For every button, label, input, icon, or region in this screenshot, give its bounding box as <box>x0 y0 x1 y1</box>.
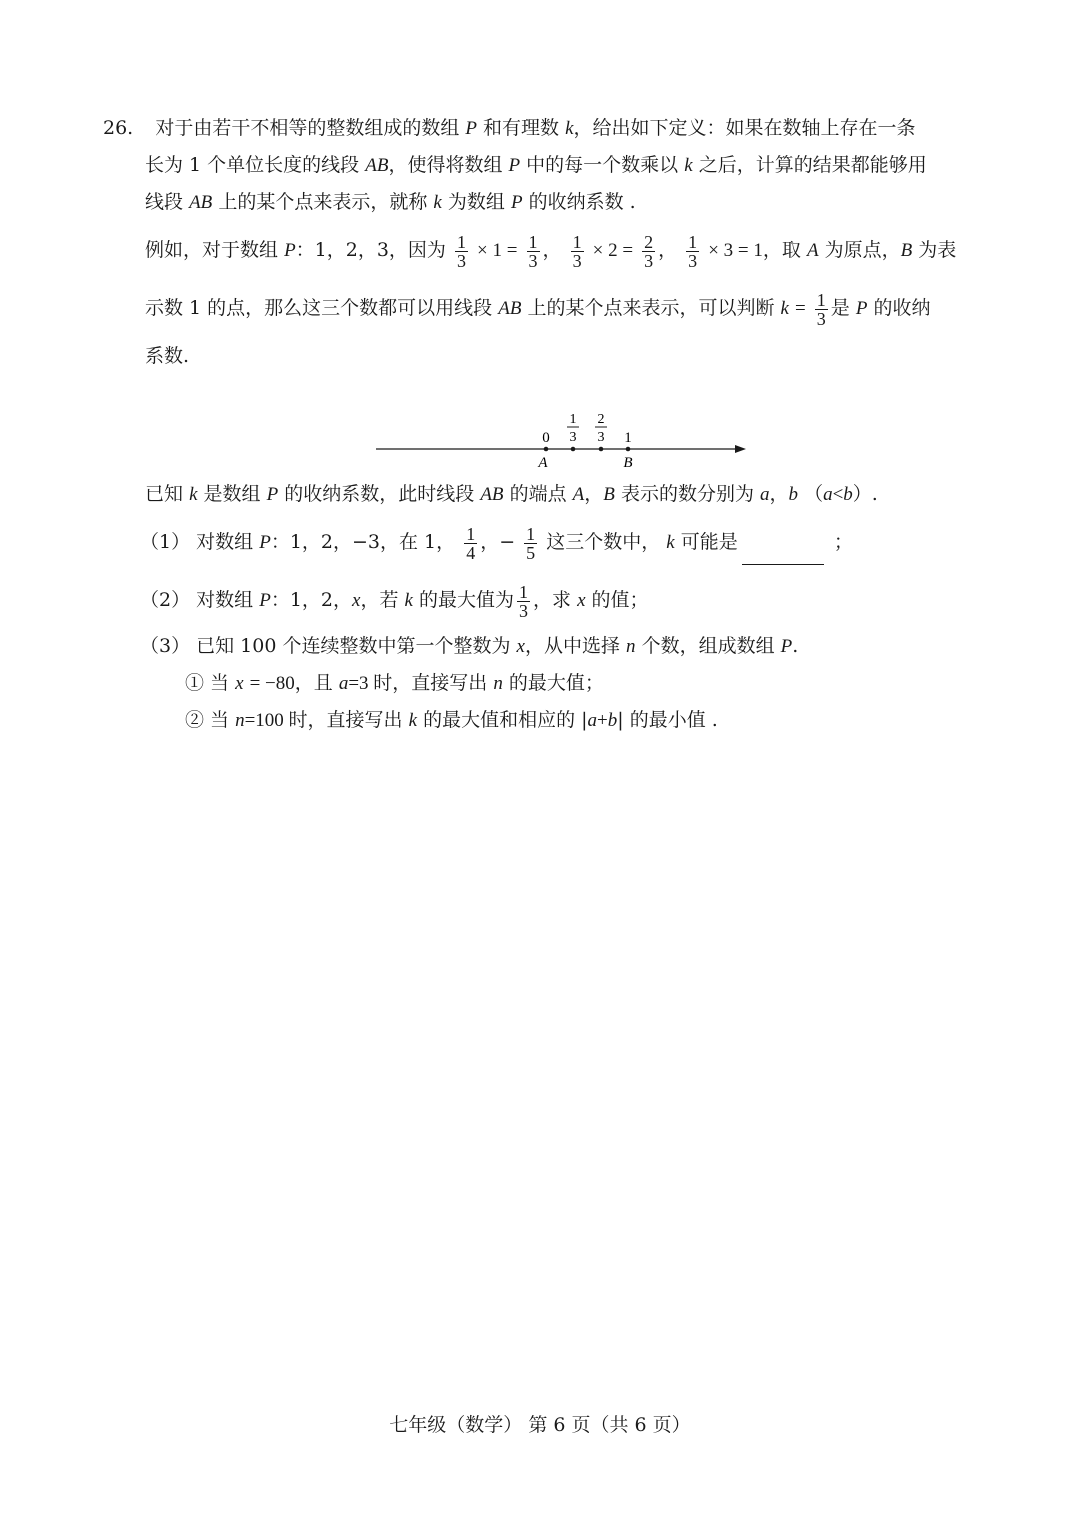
problem-line-3: 线段 AB 上的某个点来表示，就称 k 为数组 P 的收纳系数 . <box>145 191 636 213</box>
question-1: （1） 对数组 P：1，2，−3，在 1， $\frac{1}{4}$ ，− $\frac{1}{5}$ 这三个数中， k 可能是 ； <box>140 520 853 565</box>
question-3-sub-2: ② 当 n=100 时，直接写出 k 的最大值和相应的 |a+b| 的最小值 . <box>185 709 718 731</box>
problem-line-1: 26. 对于由若干不相等的整数组成的数组 P 和有理数 k，给出如下定义：如果在数轴上存在一条 <box>103 117 916 139</box>
arrow-head-icon <box>735 445 746 453</box>
example-line-1: 例如，对于数组 P：1，2，3，因为 $\frac{1}{3}$ × 1 = $\frac{1}{3}$ ， $\frac{1}{3}$ × 2 = $\frac{2}{3}$ ， $\frac{1}{3}$ × 3 = 1，取 A 为原点，B 为表 <box>145 231 957 271</box>
fraction-one-third: $\frac{1}{3}$ <box>528 231 538 271</box>
fraction-two-thirds: $\frac{2}{3}$ <box>644 231 654 271</box>
fraction-one-fifth: $\frac{1}{5}$ <box>526 523 536 563</box>
tick-label-1: 1 <box>624 430 632 446</box>
point-one-third <box>571 447 576 452</box>
point-label-A: A <box>538 455 548 471</box>
problem-line-2: 长为 1 个单位长度的线段 AB，使得将数组 P 中的每一个数乘以 k 之后，计算的结果都能够用 <box>145 154 927 176</box>
page-footer: 七年级（数学） 第 6 页（共 6 页） <box>389 1414 691 1436</box>
fraction-one-quarter: $\frac{1}{4}$ <box>466 523 476 563</box>
tick-label-2-3-num: 2 <box>597 412 605 427</box>
fraction-one-third: $\frac{1}{3}$ <box>456 231 466 271</box>
point-label-B: B <box>623 455 633 471</box>
point-one <box>626 447 631 452</box>
question-3-label: （3） <box>140 635 191 657</box>
point-zero <box>544 447 549 452</box>
point-two-thirds <box>599 447 604 452</box>
fraction-one-third: $\frac{1}{3}$ <box>519 581 528 621</box>
fraction-one-third: $\frac{1}{3}$ <box>816 289 826 329</box>
question-3-sub-1: ① 当 x = −80，且 a=3 时，直接写出 n 的最大值； <box>185 672 604 694</box>
number-line-diagram <box>0 405 1080 475</box>
question-3: （3） 已知 100 个连续整数中第一个整数为 x，从中选择 n 个数，组成数组 P. <box>140 635 799 657</box>
tick-label-0: 0 <box>542 430 550 446</box>
fraction-one-third: $\frac{1}{3}$ <box>572 231 582 271</box>
question-1-label: （1） <box>140 531 191 553</box>
tick-label-2-3-den: 3 <box>597 430 605 445</box>
example-line-3: 系数. <box>145 345 190 367</box>
question-2-label: （2） <box>140 589 191 611</box>
example-line-2: 示数 1 的点，那么这三个数都可以用线段 AB 上的某个点来表示，可以判断 k = $\frac{1}{3}$ 是 P 的收纳 <box>145 289 931 329</box>
question-2: （2） 对数组 P：1，2，x，若 k 的最大值为 $\frac{1}{3}$ ，求 x 的值； <box>140 581 649 621</box>
answer-blank[interactable] <box>742 546 824 565</box>
tick-label-1-3-num: 1 <box>569 412 577 427</box>
tick-label-1-3-den: 3 <box>569 430 577 445</box>
problem-number: 26. <box>103 117 134 139</box>
known-line: 已知 k 是数组 P 的收纳系数，此时线段 AB 的端点 A，B 表示的数分别为 a，b （a<b）. <box>145 483 878 505</box>
fraction-one-third: $\frac{1}{3}$ <box>688 231 698 271</box>
